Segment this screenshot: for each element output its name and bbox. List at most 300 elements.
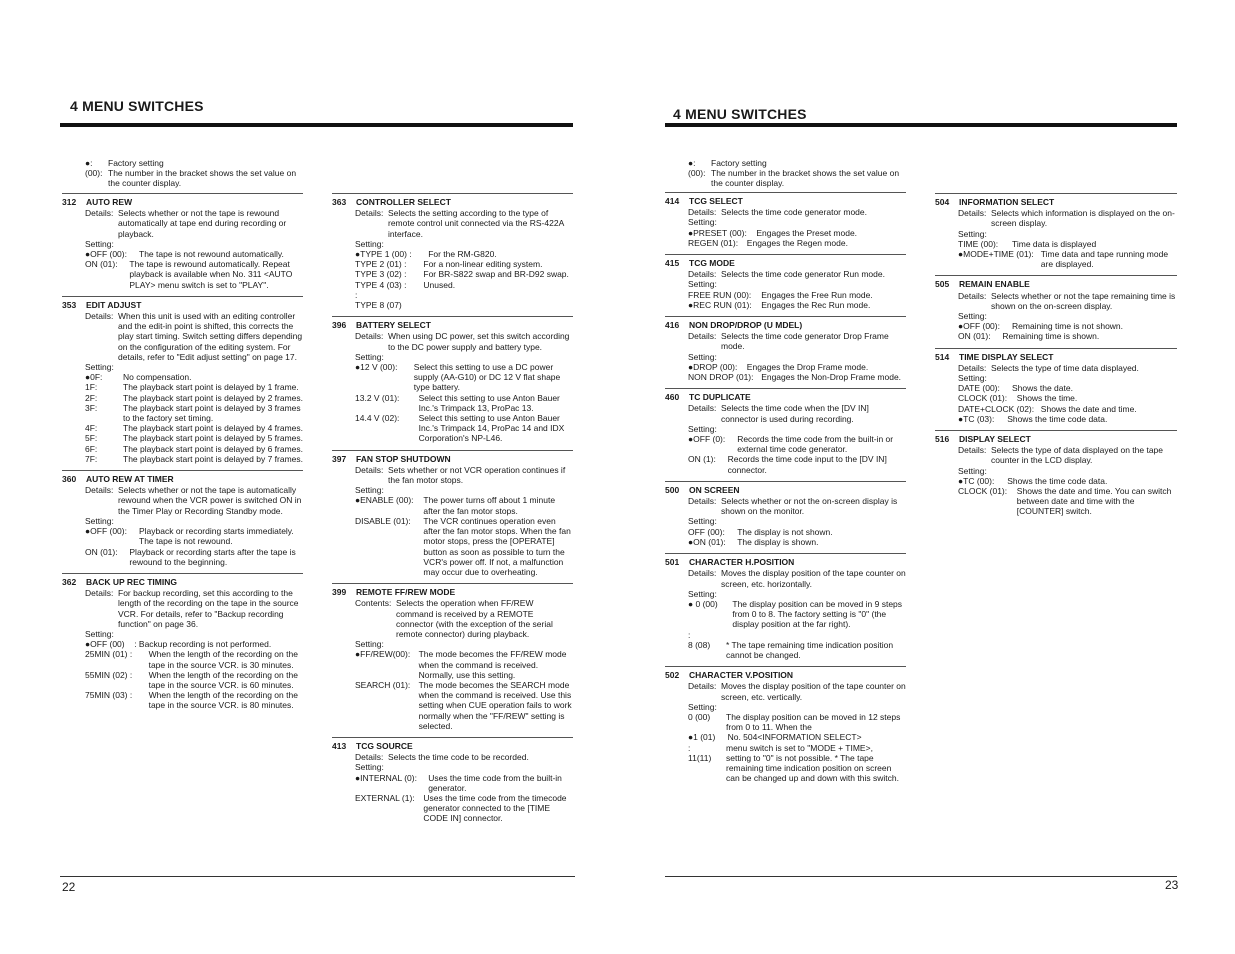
setting-option [62, 372, 303, 382]
section-header [332, 587, 573, 597]
section-rule [332, 583, 573, 584]
setting-label: Setting: [355, 351, 384, 362]
setting-option [935, 321, 1177, 331]
details-text: Selects whether or not the tape is rewound automatically at tape end during recording or playback. [118, 208, 287, 239]
section-details [665, 403, 906, 423]
details-text: Selects the time code generator Run mode. [721, 269, 885, 280]
option-key: ●OFF (00): [958, 321, 1000, 332]
section-title: CHARACTER V.POSITION [689, 670, 794, 681]
option-key: ●OFF (00) [85, 639, 125, 650]
section-details [62, 485, 303, 516]
menu-section [935, 275, 1177, 341]
setting-label: Setting: [688, 516, 717, 527]
option-value: No. 504<INFORMATION SELECT> [727, 732, 862, 743]
section-rule [332, 316, 573, 317]
option-key: TYPE 3 (02) : [355, 269, 407, 280]
section-rule [62, 296, 303, 297]
section-number: 362 [62, 576, 77, 587]
option-key: ●INTERNAL (0): [355, 772, 417, 783]
setting-label: Setting: [355, 485, 384, 496]
option-key: 6F: [85, 443, 98, 454]
section-title: DISPLAY SELECT [959, 434, 1031, 445]
section-rule [332, 737, 573, 738]
section-details [935, 291, 1177, 311]
setting-label: Setting: [688, 423, 717, 434]
section-title: AUTO REW AT TIMER [86, 474, 174, 485]
setting-option [62, 526, 303, 546]
section-number: 413 [332, 740, 347, 751]
section-details [665, 681, 906, 701]
option-key: ●1 (01) [688, 732, 716, 743]
setting-option [935, 476, 1177, 486]
option-value: setting to "0" is not possible. * The tape remaining time indication position on screen can be changed up and down with this switch. [726, 752, 899, 784]
option-value: Records the time code from the built-in or external time code generator. [737, 434, 894, 455]
setting-option [62, 423, 303, 433]
setting-option [665, 300, 906, 310]
option-key: OFF (00): [688, 526, 725, 537]
option-value: The power turns off about 1 minute after the fan motor stops. [423, 495, 556, 516]
section-rule [665, 553, 906, 554]
details-text: Selects the type of time data displayed. [991, 362, 1139, 373]
setting-label: Setting: [85, 362, 114, 373]
section-header [665, 258, 906, 268]
section-header [62, 197, 303, 207]
option-key: ●OFF (00): [85, 526, 127, 537]
details-text: Selects the operation when FF/REW command is received by a REMOTE connector (with the exception of the serial remote connector) during playback. [396, 598, 553, 639]
option-value: The display position can be moved in 9 steps from 0 to 8. The factory setting is "0" (the display position at the far right). [732, 598, 903, 630]
option-value: For the RM-G820. [428, 249, 497, 260]
section-rule [665, 666, 906, 667]
setting-option [62, 444, 303, 454]
section-title: TCG SELECT [689, 196, 743, 206]
menu-section [62, 296, 303, 464]
section-header [935, 434, 1177, 444]
setting-option [665, 640, 906, 660]
setting-option [62, 639, 303, 649]
section-rule [332, 450, 573, 451]
section-details [935, 363, 1177, 373]
section-rule [665, 481, 906, 482]
option-value: Uses the time code from the timecode generator connected to the [TIME CODE IN] connector. [423, 792, 567, 824]
details-label: Details: [688, 403, 717, 414]
details-label: Details: [85, 588, 114, 599]
option-key: ON (1): [688, 454, 716, 465]
option-value: Select this setting to use Anton Bauer Inc.'s Trimpack 14, ProPac 14 and IDX Corporation's NP-L46. [418, 413, 565, 444]
setting-option [62, 547, 303, 567]
setting-option [62, 403, 303, 423]
option-value: Records the time code input to the [DV IN] connector. [727, 454, 887, 475]
option-value: Shows the date and time. [1040, 403, 1137, 414]
column-left-1 [62, 187, 303, 711]
details-text: Selects the time code generator Drop Frame mode. [721, 331, 889, 352]
option-key: ●FF/REW(00): [355, 649, 411, 660]
section-title: REMOTE FF/REW MODE [356, 587, 456, 598]
menu-section [62, 193, 303, 290]
option-value: The tape is not rewound automatically. [139, 249, 284, 260]
section-details [665, 568, 906, 588]
details-text: Selects which information is displayed on the on-screen display. [991, 208, 1175, 229]
details-label: Details: [958, 445, 987, 456]
option-value: Engages the Rec Run mode. [761, 299, 871, 310]
option-key: ●PRESET (00): [688, 227, 747, 238]
section-rule [62, 470, 303, 471]
section-header [332, 741, 573, 751]
option-value: The playback start point is delayed by 7 frames. [123, 453, 304, 464]
details-text: Selects whether or not the tape remaining time is shown on the on-screen display. [991, 290, 1176, 311]
option-key: 4F: [85, 423, 98, 434]
setting-option [665, 630, 906, 640]
setting-label: Setting: [958, 373, 987, 384]
option-key: CLOCK (01): [958, 393, 1008, 404]
option-key: ●OFF (00): [85, 249, 127, 260]
option-value: For BR-S822 swap and BR-D92 swap. [423, 269, 569, 280]
section-title: TIME DISPLAY SELECT [959, 351, 1054, 362]
page-number: 23 [1165, 878, 1179, 892]
section-details [332, 752, 573, 762]
chapter-rule [665, 123, 1177, 127]
section-rule [665, 316, 906, 317]
page-number: 22 [62, 880, 76, 894]
details-text: Selects the type of data displayed on the tape counter in the LCD display. [991, 445, 1164, 466]
details-label: Details: [85, 485, 114, 496]
setting-option [935, 331, 1177, 341]
section-number: 396 [332, 320, 347, 331]
menu-section [62, 573, 303, 711]
chapter-title: 4 MENU SWITCHES [673, 106, 807, 122]
option-key: 3F: [85, 402, 98, 413]
menu-section [665, 192, 906, 248]
option-value: menu switch is set to "MODE + TIME>, [726, 742, 873, 753]
section-title: INFORMATION SELECT [959, 197, 1055, 207]
section-title: AUTO REW [86, 197, 133, 207]
section-rule [332, 193, 573, 194]
option-value: : Backup recording is not performed. [134, 639, 272, 650]
section-number: 516 [935, 434, 950, 445]
section-title: BATTERY SELECT [356, 320, 431, 331]
option-key: 13.2 V (01): [355, 392, 400, 403]
option-value [393, 290, 573, 300]
legend [688, 158, 906, 189]
section-header [665, 392, 906, 402]
left-page [0, 0, 617, 954]
option-value: Shows the date and time. You can switch between date and time with the [COUNTER] switch. [1016, 486, 1172, 517]
details-text: Selects the time code when the [DV IN] connector is used during recording. [721, 403, 869, 424]
details-label: Details: [85, 208, 114, 219]
setting-option [665, 743, 906, 753]
column-right-2 [935, 187, 1177, 517]
menu-section [665, 666, 906, 783]
option-value: The display is not shown. [737, 526, 833, 537]
option-key: NON DROP (01): [688, 372, 754, 383]
section-details [332, 208, 573, 239]
section-number: 514 [935, 351, 950, 362]
section-number: 505 [935, 279, 950, 290]
setting-option [62, 649, 303, 669]
option-key: TIME (00): [958, 238, 999, 249]
section-number: 414 [665, 196, 680, 206]
section-number: 399 [332, 587, 347, 598]
setting-label: Setting: [958, 311, 987, 322]
setting-option [665, 372, 906, 382]
details-label: Details: [355, 331, 384, 342]
section-header [332, 454, 573, 464]
section-header [665, 557, 906, 567]
section-details [935, 208, 1177, 228]
option-key: ON (01): [958, 331, 991, 342]
section-rule [935, 430, 1177, 431]
right-page [617, 0, 1235, 954]
section-number: 312 [62, 197, 77, 207]
section-title: ON SCREEN [689, 484, 740, 495]
option-value: Playback or recording starts after the tape is rewound to the beginning. [129, 546, 296, 567]
details-label: Details: [688, 568, 717, 579]
option-key: DATE (00): [958, 383, 1000, 394]
setting-option [332, 300, 573, 310]
option-value: Remaining time is shown. [1002, 331, 1100, 342]
menu-section [665, 316, 906, 382]
setting-option [332, 680, 573, 731]
section-details [332, 465, 573, 485]
footer-rule [665, 876, 1177, 877]
section-header [935, 279, 1177, 289]
section-details [62, 208, 303, 239]
option-value [726, 630, 906, 640]
details-text: Moves the display position of the tape counter on screen, etc. vertically. [721, 681, 906, 702]
option-value: The playback start point is delayed by 6 frames. [123, 443, 304, 454]
setting-option [665, 238, 906, 248]
option-key: ON (01): [85, 546, 118, 557]
details-label: Details: [958, 290, 987, 301]
option-value: Shows the date. [1012, 383, 1073, 394]
section-title: TCG SOURCE [356, 740, 413, 751]
setting-option [332, 413, 573, 444]
setting-label: Setting: [958, 465, 987, 476]
setting-option [332, 393, 573, 413]
details-label: Details: [355, 752, 384, 763]
setting-option [665, 732, 906, 742]
menu-section [665, 481, 906, 547]
setting-option [935, 239, 1177, 249]
option-value: Select this setting to use Anton Bauer Inc.'s Trimpack 13, ProPac 13. [418, 392, 560, 413]
legend-row: (00): The number in the bracket shows the set value on the counter display. [688, 168, 900, 189]
option-key: ●REC RUN (01): [688, 299, 752, 310]
option-value: The display position can be moved in 12 steps from 0 to 11. When the [726, 711, 901, 733]
section-title: REMAIN ENABLE [959, 279, 1030, 290]
details-label: Details: [688, 496, 717, 507]
option-value: The playback start point is delayed by 4 frames. [123, 423, 304, 434]
option-key: 0 (00) [688, 711, 711, 722]
details-label: Contents: [355, 598, 392, 609]
legend-row: ●: Factory setting [688, 158, 767, 168]
option-key: 75MIN (03) : [85, 690, 133, 701]
option-key: ●12 V (00): [355, 362, 398, 373]
section-header [935, 352, 1177, 362]
option-key: 25MIN (01) : [85, 649, 133, 660]
option-key: 7F: [85, 453, 98, 464]
setting-label: Setting: [85, 515, 114, 526]
setting-option [332, 793, 573, 824]
setting-label: Setting: [688, 588, 717, 599]
legend [85, 158, 303, 189]
section-rule [665, 254, 906, 255]
option-key: 8 (08) [688, 639, 711, 650]
section-number: 360 [62, 474, 77, 485]
section-header [935, 197, 1177, 207]
footer-rule [60, 876, 575, 877]
option-value: The playback start point is delayed by 5 frames. [123, 433, 304, 444]
details-label: Details: [688, 331, 717, 342]
section-title: FAN STOP SHUTDOWN [356, 453, 451, 464]
option-value: Engages the Regen mode. [746, 237, 848, 248]
details-label: Details: [688, 269, 717, 280]
setting-option [332, 280, 573, 290]
setting-option [332, 773, 573, 793]
section-number: 363 [332, 197, 347, 207]
menu-section [332, 193, 573, 310]
option-key: SEARCH (01): [355, 679, 411, 690]
section-details [62, 311, 303, 362]
details-text: Selects the setting according to the type of remote control unit connected via the RS-422A interface. [388, 208, 564, 239]
section-details [665, 331, 906, 351]
menu-section [332, 583, 573, 731]
menu-section [935, 430, 1177, 517]
section-number: 501 [665, 557, 680, 568]
setting-option [332, 649, 573, 680]
setting-option [935, 393, 1177, 403]
setting-option [665, 599, 906, 630]
option-key: ●0F: [85, 372, 103, 383]
setting-option [665, 454, 906, 474]
option-key: ●DROP (00): [688, 361, 738, 372]
section-title: TCG MODE [689, 258, 735, 269]
setting-label: Setting: [355, 639, 384, 650]
option-key: : [688, 629, 691, 640]
option-value: The tape is rewound automatically. Repeat playback is available when No. 311 <AUTO PLAY> menu switch is set to "PLAY". [129, 259, 293, 290]
details-label: Details: [85, 311, 114, 322]
details-label: Details: [688, 207, 717, 218]
details-label: Details: [355, 464, 384, 475]
setting-label: Setting: [688, 279, 717, 290]
setting-option [665, 753, 906, 784]
setting-option [935, 249, 1177, 269]
option-key: ● 0 (00) [688, 598, 718, 609]
menu-section [935, 348, 1177, 424]
menu-section [665, 553, 906, 660]
details-label: Details: [958, 208, 987, 219]
setting-option [332, 362, 573, 393]
details-text: When this unit is used with an editing controller and the edit-in point is shifted, this corrects the play start timing. Switch setting differs depending on the configuration of the editing system. For details, refer to "Edit adjust setting" on page 17. [118, 311, 303, 362]
menu-section [935, 193, 1177, 269]
setting-option [935, 486, 1177, 517]
section-number: 460 [665, 392, 680, 403]
option-key: TYPE 8 (07) [355, 300, 402, 311]
setting-option [62, 393, 303, 403]
option-value: Engages the Non-Drop Frame mode. [761, 372, 902, 383]
setting-option [665, 362, 906, 372]
section-number: 415 [665, 258, 680, 269]
option-value: Time data and tape running mode are displayed. [1040, 249, 1169, 270]
section-title: NON DROP/DROP (U MDEL) [689, 320, 803, 331]
option-value: Shows the time code data. [1007, 413, 1108, 424]
option-value: Shows the time code data. [1007, 475, 1108, 486]
section-header [332, 197, 573, 207]
menu-section [332, 737, 573, 824]
option-value: No compensation. [123, 372, 192, 383]
section-rule [935, 275, 1177, 276]
option-key: TYPE 2 (01) : [355, 259, 407, 270]
section-details [62, 588, 303, 629]
section-header [665, 320, 906, 330]
setting-label: Setting: [688, 217, 717, 228]
option-value: The mode becomes the SEARCH mode when the command is received. Use this setting when CUE operation fails to work normally when the "FF/REW" setting is selected. [418, 679, 572, 731]
setting-option [332, 249, 573, 259]
section-rule [62, 193, 303, 194]
section-number: 504 [935, 197, 950, 207]
section-rule [935, 348, 1177, 349]
setting-option [665, 290, 906, 300]
chapter-title: 4 MENU SWITCHES [70, 98, 204, 114]
option-key: ●ENABLE (00): [355, 495, 414, 506]
option-key: : [355, 289, 358, 300]
details-text: For backup recording, set this according to the length of the recording on the tape in the source VCR. For details, refer to "Backup recording function" on page 36. [118, 588, 299, 629]
option-value: Uses the time code from the built-in generator. [428, 772, 562, 793]
setting-label: Setting: [355, 762, 384, 773]
option-value: The display is shown. [737, 536, 819, 547]
option-key: FREE RUN (00): [688, 289, 752, 300]
section-rule [665, 388, 906, 389]
section-number: 397 [332, 453, 347, 464]
setting-option [332, 495, 573, 515]
section-number: 500 [665, 484, 680, 495]
column-left-2 [332, 187, 573, 824]
setting-option [665, 434, 906, 454]
option-value: Engages the Drop Frame mode. [746, 361, 869, 372]
section-header [62, 577, 303, 587]
option-key: : [688, 742, 691, 753]
setting-option [665, 712, 906, 732]
option-value: Unused. [423, 279, 456, 290]
setting-label: Setting: [85, 628, 114, 639]
details-text: Selects whether or not the tape is automatically rewound when the VCR power is switched ON in the Timer Play or Recording Standby mode. [118, 485, 302, 516]
option-value: Engages the Free Run mode. [761, 289, 873, 300]
details-label: Details: [958, 362, 987, 373]
details-label: Details: [688, 681, 717, 692]
menu-section [665, 254, 906, 310]
option-key: ●OFF (0): [688, 434, 726, 445]
option-value: Select this setting to use a DC power supply (AA-G10) or DC 12 V flat shape type battery. [413, 362, 561, 393]
details-text: Sets whether or not VCR operation continues if the fan motor stops. [388, 464, 566, 486]
option-value: The playback start point is delayed by 2 frames. [123, 392, 304, 403]
option-value: Playback or recording starts immediately. The tape is not rewound. [139, 526, 294, 547]
option-key: EXTERNAL (1): [355, 792, 415, 803]
option-value: The playback start point is delayed by 3 frames to the factory set timing. [123, 402, 301, 424]
section-title: TC DUPLICATE [689, 392, 751, 403]
menu-section [332, 450, 573, 577]
setting-option [665, 527, 906, 537]
option-key: ●TC (00): [958, 475, 995, 486]
option-key: DATE+CLOCK (02): [958, 403, 1035, 414]
section-details [332, 598, 573, 639]
setting-option [935, 414, 1177, 424]
option-value: When the length of the recording on the tape in the source VCR. is 80 minutes. [148, 690, 298, 711]
option-key: 55MIN (02) : [85, 669, 133, 680]
details-text: Moves the display position of the tape counter on screen, etc. horizontally. [721, 568, 906, 589]
column-right-1 [665, 186, 906, 783]
setting-label: Setting: [688, 701, 717, 712]
setting-option [62, 249, 303, 259]
option-value: When the length of the recording on the tape in the source VCR. is 60 minutes. [148, 669, 298, 690]
section-header [665, 485, 906, 495]
